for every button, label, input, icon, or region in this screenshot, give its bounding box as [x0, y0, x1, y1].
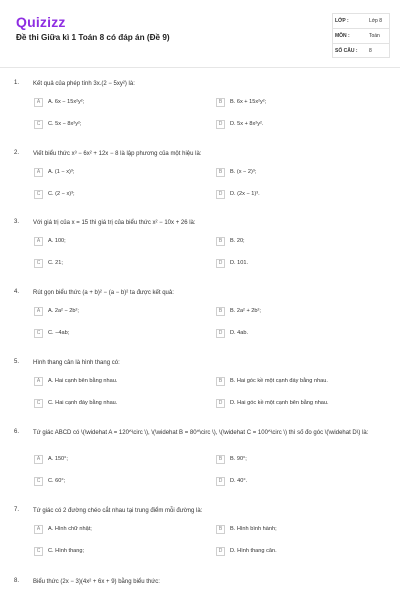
option-text: C. (2 − x)³; [48, 191, 75, 197]
question-number: 4. [14, 289, 20, 295]
option-letter-box: D [216, 259, 225, 268]
info-row-count [333, 44, 389, 59]
info-value: Lớp 8 [369, 18, 383, 24]
option-text: B. Hình bình hành; [230, 526, 277, 532]
option-letter-box: C [34, 329, 43, 338]
question-text: Tứ giác ABCD có \(\widehat A = 120^\circ \), \(\widehat B = 80^\circ \), \(\widehat C = 100^\circ \) thì số đo góc \(\widehat D\) là: [33, 430, 369, 436]
logo: Quizizz [16, 14, 66, 30]
option-text: D. 4ab. [230, 330, 249, 336]
option-letter-box: D [216, 477, 225, 486]
option-text: C. −4ab; [48, 330, 70, 336]
info-row-class [333, 14, 389, 29]
question-text: Rút gọn biểu thức (a + b)² − (a − b)² ta được kết quả: [33, 290, 174, 296]
question-text: Biểu thức (2x − 3)(4x² + 6x + 9) bằng biểu thức: [33, 579, 160, 585]
option-letter-box: B [216, 307, 225, 316]
info-row-subject [333, 29, 389, 44]
option-letter-box: A [34, 168, 43, 177]
option-letter-box: A [34, 98, 43, 107]
option-letter-box: B [216, 168, 225, 177]
option-text: D. 5x + 8x²y². [230, 121, 264, 127]
option-letter-box: C [34, 399, 43, 408]
option-letter-box: D [216, 399, 225, 408]
question-text: Hình thang cân là hình thang có: [33, 360, 120, 366]
option-text: A. 2a² − 2b²; [48, 308, 79, 314]
option-letter-box: D [216, 547, 225, 556]
option-letter-box: B [216, 455, 225, 464]
option-letter-box: B [216, 237, 225, 246]
question-number: 8. [14, 578, 20, 584]
question-number: 3. [14, 219, 20, 225]
info-box [332, 13, 390, 58]
option-text: A. Hai cạnh bên bằng nhau. [48, 378, 118, 384]
option-letter-box: A [34, 307, 43, 316]
option-letter-box: C [34, 120, 43, 129]
option-text: A. 100; [48, 238, 66, 244]
option-text: D. Hình thang cân. [230, 548, 277, 554]
question-number: 5. [14, 359, 20, 365]
page-title: Đề thi Giữa kì 1 Toán 8 có đáp án (Đề 9) [16, 33, 170, 42]
option-text: D. 40°. [230, 478, 248, 484]
option-text: A. Hình chữ nhật; [48, 526, 92, 532]
option-letter-box: C [34, 190, 43, 199]
question-number: 2. [14, 150, 20, 156]
option-text: D. (2x − 1)³. [230, 191, 260, 197]
option-text: B. Hai góc kề một cạnh đáy bằng nhau. [230, 378, 328, 384]
question-number: 6. [14, 429, 20, 435]
option-text: B. 20; [230, 238, 245, 244]
question-text: Viết biểu thức x³ − 6x² + 12x − 8 là lập phương của một hiệu là: [33, 151, 202, 157]
option-text: B. 6x + 15x²y²; [230, 99, 267, 105]
info-label: LỚP : [335, 18, 349, 24]
info-label: SỐ CÂU : [335, 48, 358, 54]
option-letter-box: D [216, 329, 225, 338]
option-text: C. 5x − 8x²y²; [48, 121, 82, 127]
question-number: 1. [14, 80, 20, 86]
option-letter-box: A [34, 525, 43, 534]
option-text: C. 60°; [48, 478, 66, 484]
option-letter-box: A [34, 455, 43, 464]
question-text: Tứ giác có 2 đường chéo cắt nhau tại trung điểm mỗi đường là: [33, 508, 203, 514]
option-text: C. 21; [48, 260, 63, 266]
option-text: C. Hai cạnh đáy bằng nhau. [48, 400, 118, 406]
option-letter-box: A [34, 377, 43, 386]
option-letter-box: C [34, 547, 43, 556]
option-text: B. (x − 2)³; [230, 169, 257, 175]
option-text: B. 2a² + 2b²; [230, 308, 261, 314]
info-label: MÔN : [335, 33, 350, 39]
info-value: Toán [369, 33, 380, 39]
option-letter-box: B [216, 525, 225, 534]
option-letter-box: B [216, 98, 225, 107]
question-text: Với giá trị của x = 15 thì giá trị của biểu thức x² − 10x + 26 là: [33, 220, 196, 226]
option-text: A. (1 − x)³; [48, 169, 75, 175]
option-text: D. 101. [230, 260, 249, 266]
option-text: B. 90°; [230, 456, 247, 462]
question-text: Kết quả của phép tính 3x.(2 − 5xy²) là: [33, 81, 135, 87]
option-text: D. Hai góc kề một cạnh bên bằng nhau. [230, 400, 329, 406]
info-value: 8 [369, 48, 372, 54]
option-letter-box: B [216, 377, 225, 386]
option-text: A. 6x − 15x²y²; [48, 99, 85, 105]
option-letter-box: D [216, 190, 225, 199]
header-divider [0, 67, 400, 68]
option-letter-box: C [34, 477, 43, 486]
option-letter-box: A [34, 237, 43, 246]
option-text: C. Hình thang; [48, 548, 85, 554]
option-letter-box: C [34, 259, 43, 268]
question-number: 7. [14, 507, 20, 513]
option-text: A. 150°; [48, 456, 68, 462]
option-letter-box: D [216, 120, 225, 129]
